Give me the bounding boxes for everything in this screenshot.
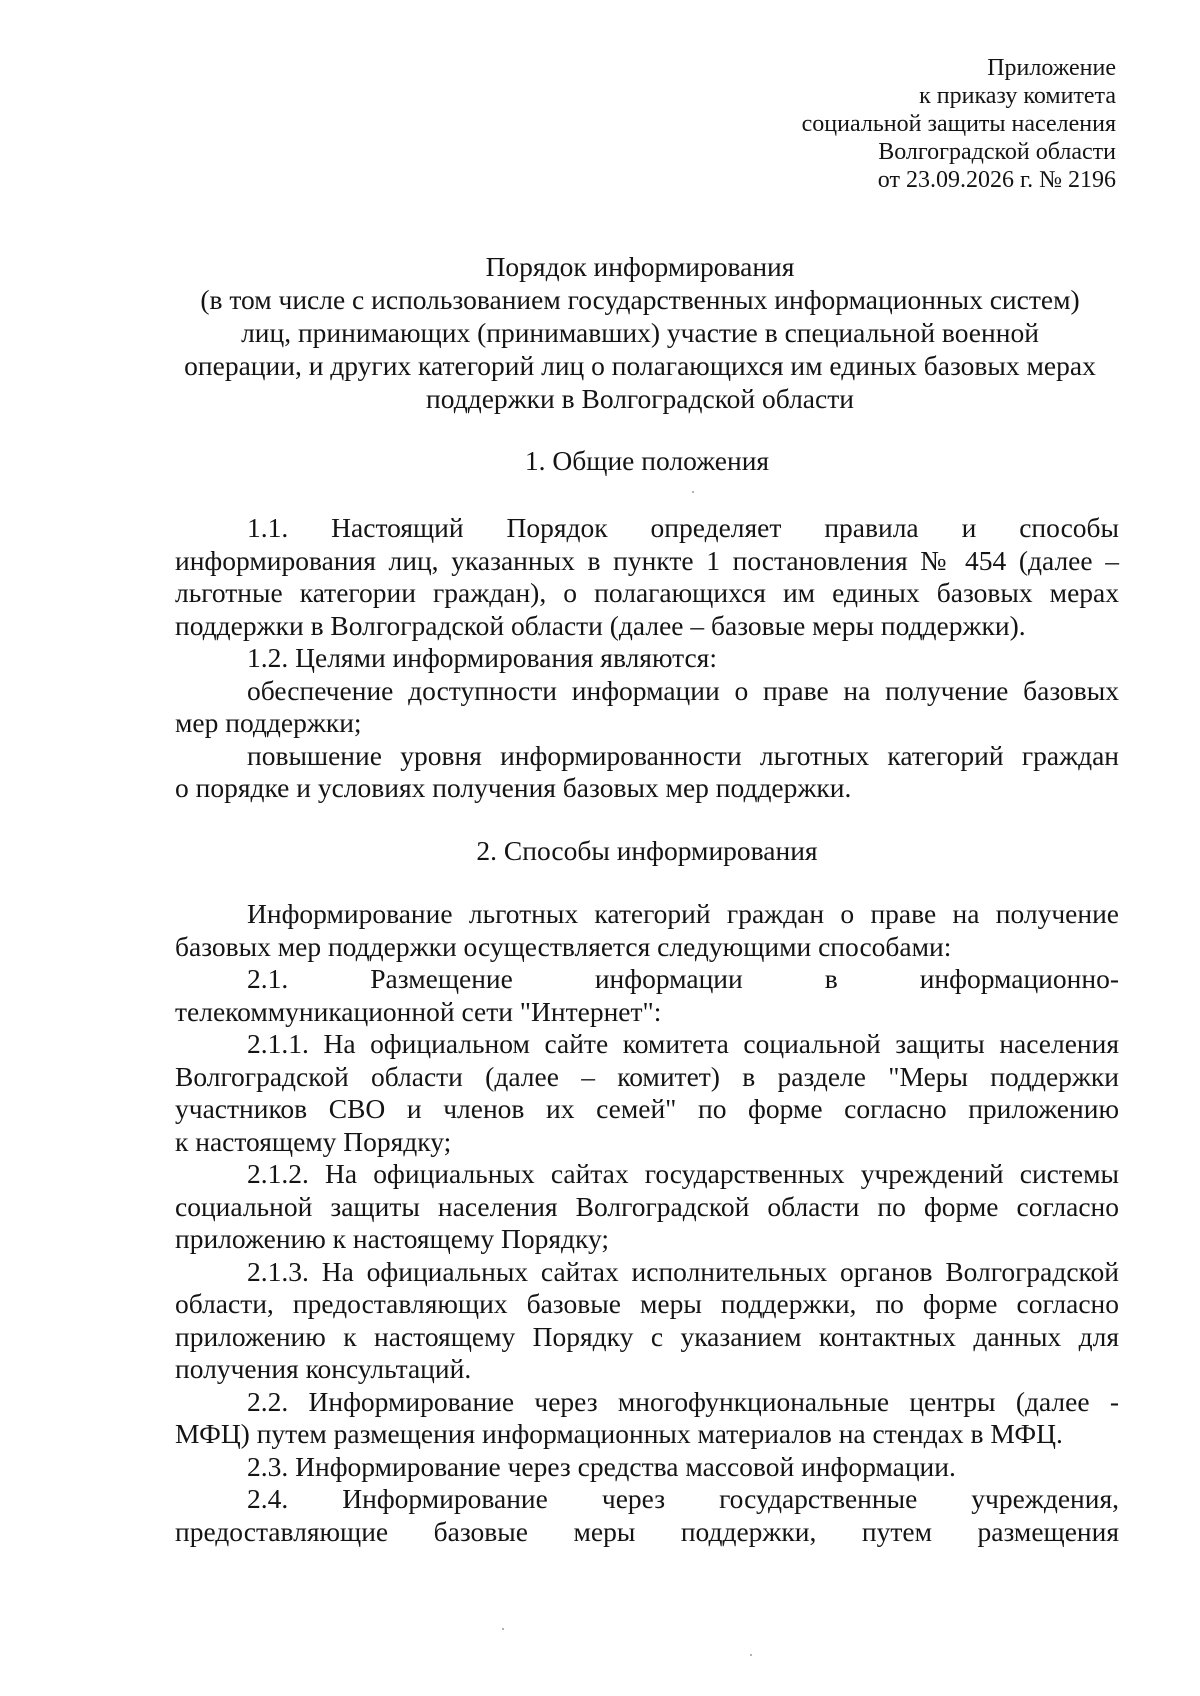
text-line: 2.1.3. На официальных сайтах исполнительных органов Волгоградской	[247, 1255, 1119, 1287]
section-2-body	[175, 898, 1119, 1548]
paragraph-2-1-1	[175, 1028, 1119, 1158]
title-line: Порядок информирования	[485, 251, 795, 282]
title-line: лиц, принимающих (принимавших) участие в специальной военной	[241, 317, 1039, 348]
text-line: о порядке и условиях получения базовых мер поддержки.	[175, 772, 852, 803]
scan-speck	[750, 1654, 752, 1656]
text-line: к настоящему Порядку;	[175, 1125, 452, 1157]
title-line: операции, и других категорий лиц о полагающихся им единых базовых мерах	[184, 350, 1096, 381]
paragraph-1-2	[175, 642, 1119, 675]
text-line: 2.2. Информирование через многофункциональные центры (далее -	[247, 1385, 1119, 1417]
text-line: социальной защиты населения Волгоградской области по форме согласно	[175, 1190, 1119, 1222]
scan-speck	[502, 1628, 504, 1630]
section-1-heading: 1. Общие положения	[524, 445, 770, 476]
text-line: получения консультаций.	[175, 1353, 472, 1384]
section-2-heading: 2. Способы информирования	[476, 835, 818, 866]
text-line: области, предоставляющих базовые меры поддержки, по форме согласно	[175, 1288, 1119, 1319]
text-line: льготные категории граждан), о полагающихся им единых базовых мерах	[175, 577, 1119, 608]
document-title	[160, 250, 1120, 415]
header-line: к приказу комитета	[919, 83, 1116, 109]
text-line: 2.1. Размещение информации в информационно-	[247, 963, 1119, 994]
text-line: 2.1.1. На официальном сайте комитета социальной защиты населения	[247, 1028, 1119, 1059]
appendix-header	[696, 54, 1116, 194]
paragraph-goal-2	[175, 740, 1119, 805]
text-line: информирования лиц, указанных в пункте 1 постановления № 454 (далее –	[175, 544, 1119, 576]
text-line: базовых мер поддержки осуществляется следующими способами:	[175, 930, 952, 962]
header-line: социальной защиты населения	[801, 111, 1116, 137]
text-line: телекоммуникационной сети "Интернет":	[175, 995, 662, 1027]
text-line: 1.2. Целями информирования являются:	[247, 642, 717, 673]
text-line: участников СВО и членов их семей" по форме согласно приложению	[175, 1093, 1119, 1124]
scan-speck	[692, 491, 694, 493]
paragraph-goal-1	[175, 675, 1119, 740]
paragraph-2-4	[175, 1483, 1119, 1548]
text-line: МФЦ) путем размещения информационных материалов на стендах в МФЦ.	[175, 1418, 1063, 1449]
title-line: поддержки в Волгоградской области	[426, 383, 854, 414]
text-line: 2.3. Информирование через средства массовой информации.	[247, 1450, 956, 1482]
text-line: 1.1. Настоящий Порядок определяет правила и способы	[247, 512, 1119, 543]
paragraph-2-3	[175, 1451, 1119, 1484]
text-line: приложению к настоящему Порядку с указанием контактных данных для	[175, 1320, 1119, 1352]
text-line: приложению к настоящему Порядку;	[175, 1223, 609, 1254]
header-line: от 23.09.2026 г. № 2196	[877, 167, 1116, 193]
paragraph-2-1-3	[175, 1256, 1119, 1386]
paragraph-2-1-2	[175, 1158, 1119, 1256]
paragraph-2-1	[175, 963, 1119, 1028]
text-line: обеспечение доступности информации о праве на получение базовых	[247, 674, 1119, 706]
paragraph-2-2	[175, 1386, 1119, 1451]
text-line: Волгоградской области (далее – комитет) в разделе "Меры поддержки	[175, 1060, 1119, 1092]
text-line: поддержки в Волгоградской области (далее – базовые меры поддержки).	[175, 609, 1026, 641]
text-line: повышение уровня информированности льготных категорий граждан	[247, 739, 1119, 771]
text-line: Информирование льготных категорий граждан о праве на получение	[247, 898, 1119, 929]
paragraph-1-1	[175, 512, 1119, 642]
header-line: Волгоградской области	[878, 139, 1116, 165]
title-line: (в том числе с использованием государственных информационных систем)	[200, 284, 1080, 315]
paragraph-2-intro	[175, 898, 1119, 963]
text-line: 2.1.2. На официальных сайтах государственных учреждений системы	[247, 1158, 1119, 1189]
text-line: предоставляющие базовые меры поддержки, путем размещения	[175, 1515, 1119, 1547]
section-1-body	[175, 512, 1119, 805]
header-line: Приложение	[987, 55, 1116, 81]
text-line: 2.4. Информирование через государственные учреждения,	[247, 1483, 1119, 1514]
text-line: мер поддержки;	[175, 707, 362, 738]
